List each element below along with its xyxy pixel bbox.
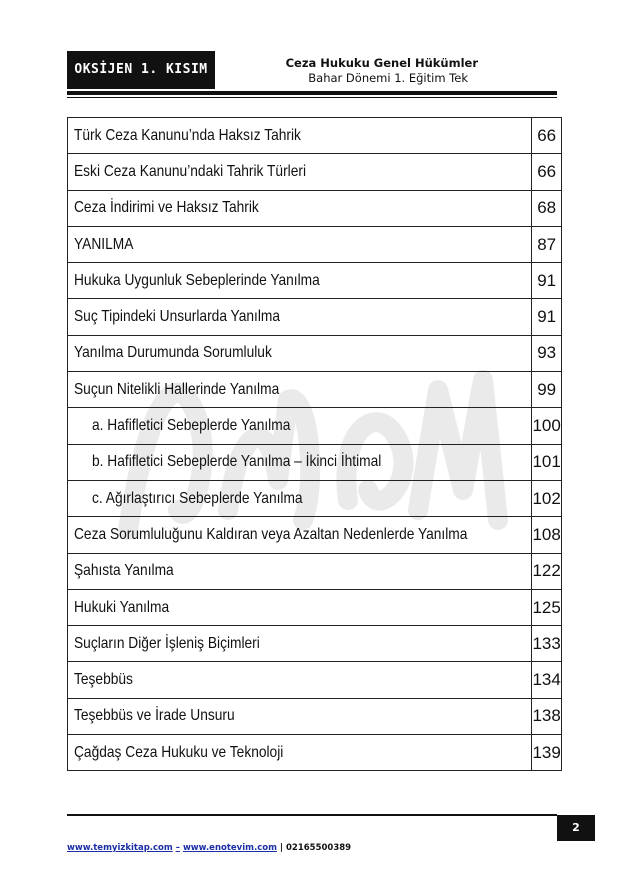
toc-entry-title: Yanılma Durumunda Sorumluluk	[68, 335, 532, 371]
footer-link-dash[interactable]: –	[175, 843, 180, 853]
toc-entry-page: 134	[532, 662, 561, 698]
toc-entry-page: 133	[532, 626, 561, 662]
toc-entry-page: 91	[532, 263, 561, 299]
footer-phone: 02165500389	[286, 843, 352, 853]
toc-entry-title: Şahısta Yanılma	[68, 553, 532, 589]
toc-entry-page: 93	[532, 335, 561, 371]
document-title: Ceza Hukuku Genel Hükümler	[285, 56, 478, 70]
toc-entry-title: Çağdaş Ceza Hukuku ve Teknoloji	[68, 735, 532, 771]
toc-row[interactable]	[68, 698, 562, 734]
toc-row[interactable]	[68, 372, 562, 408]
toc-entry-page: 99	[532, 372, 561, 408]
toc-entry-title: a. Hafifletici Sebeplerde Yanılma	[68, 408, 532, 444]
toc-row[interactable]	[68, 553, 562, 589]
toc-entry-page: 68	[532, 190, 561, 226]
toc-entry-title: Türk Ceza Kanunu’nda Haksız Tahrik	[68, 118, 532, 154]
toc-row[interactable]	[68, 335, 562, 371]
toc-row[interactable]	[68, 408, 562, 444]
toc-row[interactable]	[68, 735, 562, 771]
toc-entry-page: 100	[532, 408, 561, 444]
header-rule-thick	[67, 91, 557, 95]
footer-rule	[67, 814, 557, 816]
header-rule-thin	[67, 97, 557, 98]
toc-row[interactable]	[68, 480, 562, 516]
toc-entry-page: 122	[532, 553, 561, 589]
footer-link-enotevim[interactable]: www.enotevim.com	[182, 843, 277, 853]
toc-entry-title: Ceza İndirimi ve Haksız Tahrik	[68, 190, 532, 226]
toc-entry-page: 139	[532, 735, 561, 771]
toc-row[interactable]	[68, 226, 562, 262]
page-number: 2	[557, 815, 595, 841]
toc-entry-page: 66	[532, 154, 561, 190]
toc-entry-page: 108	[532, 517, 561, 553]
toc-entry-page: 102	[532, 480, 561, 516]
toc-row[interactable]	[68, 263, 562, 299]
toc-row[interactable]	[68, 118, 562, 154]
toc-row[interactable]	[68, 626, 562, 662]
toc-row[interactable]	[68, 662, 562, 698]
footer-links	[67, 843, 351, 853]
toc-row[interactable]	[68, 190, 562, 226]
toc-entry-title: Teşebbüs ve İrade Unsuru	[68, 698, 532, 734]
toc-entry-title: YANILMA	[68, 226, 532, 262]
toc-entry-page: 101	[532, 444, 561, 480]
toc-entry-title: Eski Ceza Kanunu’ndaki Tahrik Türleri	[68, 154, 532, 190]
toc-entry-title: Hukuka Uygunluk Sebeplerinde Yanılma	[68, 263, 532, 299]
toc-entry-title: Ceza Sorumluluğunu Kaldıran veya Azaltan Nedenlerde Yanılma	[68, 517, 532, 553]
table-of-contents	[67, 117, 562, 771]
footer-separator: |	[279, 843, 284, 853]
toc-entry-page: 66	[532, 118, 561, 154]
toc-entry-title: c. Ağırlaştırıcı Sebeplerde Yanılma	[68, 480, 532, 516]
footer-link-temyizkitap[interactable]: www.temyizkitap.com	[67, 843, 173, 853]
toc-entry-title: Hukuki Yanılma	[68, 589, 532, 625]
section-badge: OKSİJEN 1. KISIM	[67, 51, 215, 89]
document-subtitle: Bahar Dönemi 1. Eğitim Tek	[308, 71, 468, 85]
toc-entry-title: Suçun Nitelikli Hallerinde Yanılma	[68, 372, 532, 408]
toc-entry-title: Teşebbüs	[68, 662, 532, 698]
toc-entry-title: Suç Tipindeki Unsurlarda Yanılma	[68, 299, 532, 335]
toc-entry-page: 91	[532, 299, 561, 335]
toc-entry-page: 125	[532, 589, 561, 625]
toc-entry-page: 138	[532, 698, 561, 734]
toc-row[interactable]	[68, 299, 562, 335]
toc-row[interactable]	[68, 589, 562, 625]
toc-entry-page: 87	[532, 226, 561, 262]
toc-row[interactable]	[68, 154, 562, 190]
toc-row[interactable]	[68, 517, 562, 553]
toc-entry-title: b. Hafifletici Sebeplerde Yanılma – İkinci İhtimal	[68, 444, 532, 480]
toc-row[interactable]	[68, 444, 562, 480]
toc-entry-title: Suçların Diğer İşleniş Biçimleri	[68, 626, 532, 662]
